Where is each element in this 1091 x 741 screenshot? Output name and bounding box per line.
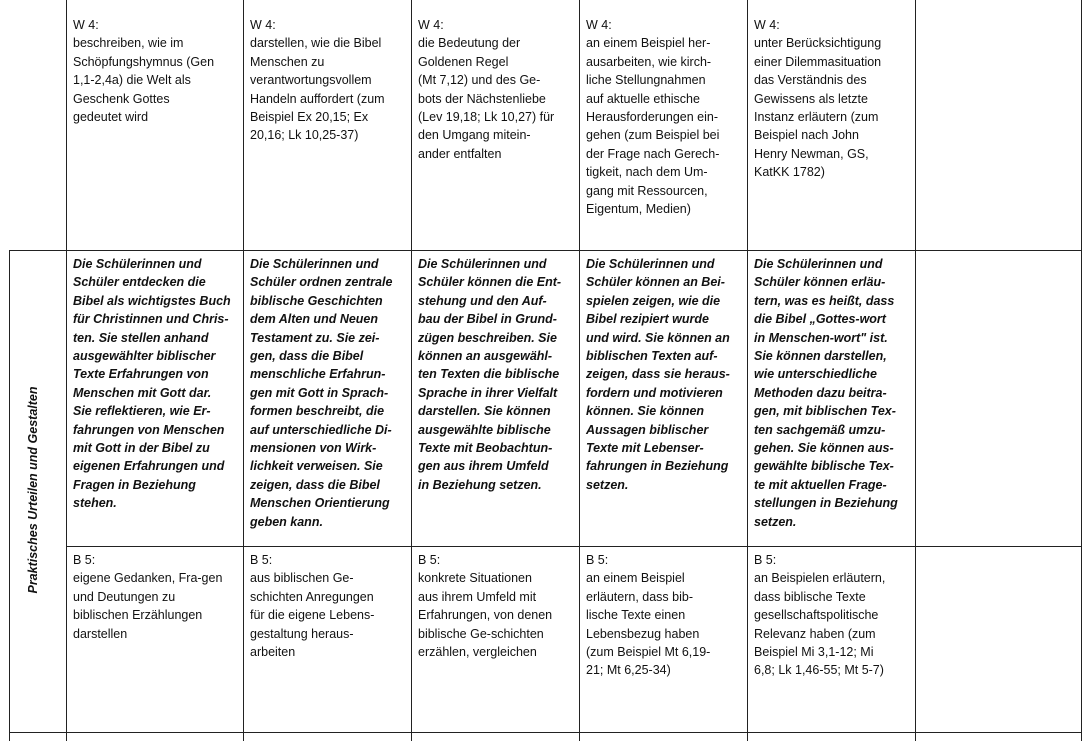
side-label: Praktisches Urteilen und Gestalten — [26, 386, 40, 594]
table-cell-r3-col-1: B 5: eigene Gedanken, Fra-gen und Deutungen zu biblischen Erzählungen darstellen — [73, 553, 223, 641]
table-cell-r1-col-5: W 4: unter Berücksichtigung einer Dilemmasituation das Verständnis des Gewissens als letzte Instanz erläutern (zum Beispiel nach John Henry Newman, GS, KatKK 1782) — [754, 18, 882, 180]
table-cell-r3-col-4: B 5: an einem Beispiel erläutern, dass bib- lische Texte einen Lebensbezug haben (zum Beispiel Mt 6,19- 21; Mt 6,25-34) — [586, 553, 711, 678]
row-divider — [66, 546, 1081, 547]
table-cell-r3-col-3: B 5: konkrete Situationen aus ihrem Umfeld mit Erfahrungen, von denen biblische Ge-schichten erzählen, vergleichen — [418, 553, 553, 660]
table-cell-r1-col-4: W 4: an einem Beispiel her- ausarbeiten, wie kirch- liche Stellungnahmen auf aktuelle ethische Herausforderungen ein- gehen (zum Beispiel bei der Frage nach Gerech- tigkeit, nach dem Um- gang mit Ressourcen, Eigentum, Medien) — [586, 18, 720, 217]
table-cell-r2-col-5: Die Schülerinnen und Schüler können erläu- tern, was es heißt, dass die Bibel „Gottes-wort in Menschen-wort" ist. Sie können darstellen, wie unterschiedliche Methoden dazu beitra- gen, mit biblischen Tex- ten sachgemäß umzu- gehen. Sie können aus- gewählte biblische Tex- te mit aktuellen Frage- stellungen in Beziehung setzen. — [754, 257, 898, 529]
column-divider — [1081, 0, 1082, 741]
table-cell-r2-col-6 — [916, 253, 1081, 543]
table-cell-r2-col-3: Die Schülerinnen und Schüler können die Ent- stehung und den Auf- bau der Bibel in Grund- zügen beschreiben. Sie können an ausgewähl- ten Texten die biblische Sprache in ihrer Vielfalt darstellen. Sie können ausgewählte biblische Texte mit Beobachtun- gen aus ihrem Umfeld in Beziehung setzen. — [418, 257, 562, 492]
table-cell-r3-col-2: B 5: aus biblischen Ge- schichten Anregungen für die eigene Lebens- gestaltung heraus- arbeiten — [250, 553, 375, 660]
table-cell-r1-col-2: W 4: darstellen, wie die Bibel Menschen zu verantwortungsvollem Handeln auffordert (zum Beispiel Ex 20,15; Ex 20,16; Lk 10,25-37) — [250, 18, 385, 143]
table-cell-r3-col-5: B 5: an Beispielen erläutern, dass biblische Texte gesellschaftspolitische Relevanz haben (zum Beispiel Mi 3,1-12; Mi 6,8; Lk 1,46-55; Mt 5-7) — [754, 553, 886, 678]
table-cell-r1-col-6 — [916, 14, 1081, 252]
table-cell-r1-col-3: W 4: die Bedeutung der Goldenen Regel (Mt 7,12) und des Ge- bots der Nächstenliebe (Lev 19,18; Lk 10,27) für den Umgang mitein- ander entfalten — [418, 18, 555, 161]
table-cell-r1-col-1: W 4: beschreiben, wie im Schöpfungshymnus (Gen 1,1-2,4a) die Welt als Geschenk Gottes gedeutet wird — [73, 18, 215, 125]
table-cell-r2-col-1: Die Schülerinnen und Schüler entdecken die Bibel als wichtigstes Buch für Christinnen und Chris- ten. Sie stellen anhand ausgewählter biblischer Texte Erfahrungen von Menschen mit Gott dar. Sie reflektieren, wie Er- fahrungen von Menschen mit Gott in der Bibel zu eigenen Erfahrungen und Fragen in Beziehung stehen. — [73, 257, 231, 511]
table-cell-r2-col-2: Die Schülerinnen und Schüler ordnen zentrale biblische Geschichten dem Alten und Neuen Testament zu. Sie zei- gen, dass die Bibel menschliche Erfahrun- gen mit Gott in Sprach- formen beschreibt, die auf unterschiedliche Di- mensionen von Wirk- lichkeit verweisen. Sie zeigen, dass die Bibel Menschen Orientierung geben kann. — [250, 257, 393, 529]
table-cell-r3-col-6 — [916, 549, 1081, 738]
table-cell-r2-col-4: Die Schülerinnen und Schüler können an Bei- spielen zeigen, wie die Bibel rezipiert wurde und wird. Sie können an biblischen Texten auf- zeigen, dass sie heraus- fordern und motivieren können. Sie können Aussagen biblischer Texte mit Lebenser- fahrungen in Beziehung setzen. — [586, 257, 730, 492]
